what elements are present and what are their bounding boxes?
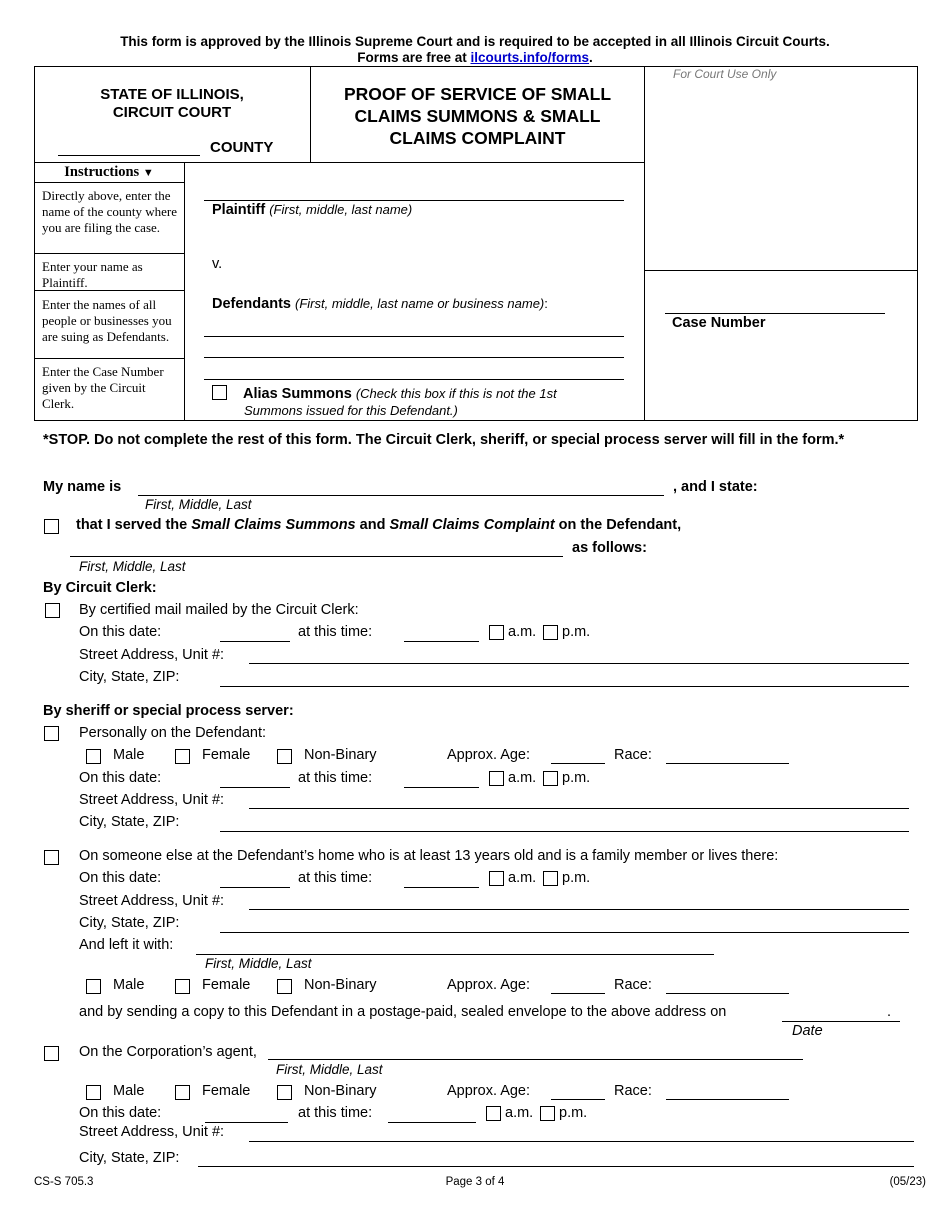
- divider: [34, 290, 184, 291]
- as-follows-label: as follows:: [572, 540, 647, 556]
- non-binary-checkbox[interactable]: [277, 1085, 292, 1100]
- corporation-time-input[interactable]: [388, 1122, 476, 1123]
- defendant-input-1[interactable]: [204, 336, 624, 337]
- left-with-hint: First, Middle, Last: [205, 956, 312, 971]
- male-label: Male: [113, 1083, 145, 1099]
- divider: [34, 253, 184, 254]
- race-input[interactable]: [666, 1099, 789, 1100]
- corporation-label: On the Corporation’s agent,: [79, 1044, 257, 1060]
- defendants-label-row: [212, 296, 548, 312]
- clerk-street-input[interactable]: [249, 663, 909, 664]
- divider: [34, 182, 184, 183]
- certified-mail-checkbox[interactable]: [45, 603, 60, 618]
- time-label: at this time:: [298, 624, 373, 640]
- forms-free-notice: [0, 50, 950, 65]
- agent-name-input[interactable]: [268, 1059, 803, 1060]
- divider: [184, 162, 185, 420]
- personal-city-input[interactable]: [220, 831, 909, 832]
- caret-down-icon: ▼: [142, 167, 154, 179]
- served-suffix: on the Defendant,: [554, 517, 682, 533]
- city-label: City, State, ZIP:: [79, 669, 180, 685]
- am-checkbox[interactable]: [486, 1106, 501, 1121]
- plaintiff-label: Plaintiff: [212, 202, 266, 218]
- divider: [34, 162, 645, 163]
- clerk-date-input[interactable]: [220, 641, 290, 642]
- plaintiff-hint: (First, middle, last name): [269, 202, 413, 217]
- approx-age-label: Approx. Age:: [447, 747, 531, 763]
- male-checkbox[interactable]: [86, 979, 101, 994]
- substitute-street-input[interactable]: [249, 909, 909, 910]
- substitute-service-checkbox[interactable]: [44, 850, 59, 865]
- court-use-label: For Court Use Only: [673, 67, 777, 81]
- my-name-label: My name is: [43, 479, 122, 495]
- and-word: and: [355, 517, 390, 533]
- race-label: Race:: [614, 1083, 652, 1099]
- forms-free-prefix: Forms are free at: [357, 50, 471, 65]
- personal-service-label: Personally on the Defendant:: [79, 725, 267, 741]
- female-checkbox[interactable]: [175, 1085, 190, 1100]
- race-input[interactable]: [666, 993, 789, 994]
- plaintiff-input[interactable]: [204, 200, 624, 201]
- pm-checkbox[interactable]: [543, 871, 558, 886]
- instruction-county: Directly above, enter the name of the county where you are filing the case.: [42, 188, 178, 235]
- state-line: STATE OF ILLINOIS,: [100, 86, 244, 103]
- substitute-date-input[interactable]: [220, 887, 290, 888]
- divider: [644, 66, 645, 420]
- title-line: PROOF OF SERVICE OF SMALL: [343, 84, 612, 104]
- forms-free-suffix: .: [589, 50, 593, 65]
- mailing-date-hint: Date: [792, 1023, 823, 1039]
- date-label: On this date:: [79, 770, 162, 786]
- pm-checkbox[interactable]: [543, 625, 558, 640]
- am-label: a.m.: [508, 624, 537, 640]
- defendant-input-2[interactable]: [204, 357, 624, 358]
- left-with-label: And left it with:: [79, 937, 174, 953]
- approx-age-label: Approx. Age:: [447, 1083, 531, 1099]
- personal-time-input[interactable]: [404, 787, 479, 788]
- race-input[interactable]: [666, 763, 789, 764]
- clerk-heading: By Circuit Clerk:: [43, 580, 157, 596]
- personal-service-checkbox[interactable]: [44, 726, 59, 741]
- server-name-input[interactable]: [138, 495, 664, 496]
- am-label: a.m.: [508, 870, 537, 886]
- street-label: Street Address, Unit #:: [79, 792, 225, 808]
- am-checkbox[interactable]: [489, 625, 504, 640]
- female-label: Female: [202, 977, 251, 993]
- clerk-city-input[interactable]: [220, 686, 909, 687]
- certified-mail-label: By certified mail mailed by the Circuit Clerk:: [79, 602, 359, 618]
- circuit-court-line: CIRCUIT COURT: [112, 104, 232, 121]
- substitute-city-input[interactable]: [220, 932, 909, 933]
- non-binary-label: Non-Binary: [304, 977, 377, 993]
- agent-name-hint: First, Middle, Last: [276, 1062, 383, 1077]
- mailing-date-input[interactable]: [782, 1021, 900, 1022]
- approval-notice: This form is approved by the Illinois Supreme Court and is required to be accepted in all Illinois Circuit Courts.: [120, 34, 830, 49]
- case-number-label: Case Number: [672, 315, 766, 331]
- female-label: Female: [202, 747, 251, 763]
- alias-summons-label: Alias Summons: [243, 386, 352, 402]
- page-number: Page 3 of 4: [445, 1176, 505, 1188]
- mailing-period: .: [887, 1004, 892, 1020]
- corporation-city-input[interactable]: [198, 1166, 914, 1167]
- non-binary-checkbox[interactable]: [277, 979, 292, 994]
- age-input[interactable]: [551, 993, 605, 994]
- form-title: [311, 83, 644, 149]
- forms-link[interactable]: ilcourts.info/forms: [470, 50, 590, 65]
- divider: [644, 270, 917, 271]
- female-checkbox[interactable]: [175, 749, 190, 764]
- race-label: Race:: [614, 747, 652, 763]
- female-label: Female: [202, 1083, 251, 1099]
- age-input[interactable]: [551, 763, 605, 764]
- title-line: CLAIMS SUMMONS & SMALL: [354, 106, 601, 126]
- county-input[interactable]: [58, 155, 200, 156]
- corporation-street-input[interactable]: [249, 1141, 914, 1142]
- alias-summons-checkbox[interactable]: [212, 385, 227, 400]
- defendants-label: Defendants: [212, 296, 291, 312]
- pm-checkbox[interactable]: [540, 1106, 555, 1121]
- instructions-heading: [34, 164, 184, 181]
- mailing-copy-label: and by sending a copy to this Defendant in a postage-paid, sealed envelope to the above address on: [79, 1004, 727, 1020]
- form-id: CS-S 705.3: [34, 1176, 94, 1188]
- versus: v.: [212, 256, 223, 272]
- non-binary-checkbox[interactable]: [277, 749, 292, 764]
- case-number-input[interactable]: [665, 313, 885, 314]
- male-label: Male: [113, 747, 145, 763]
- am-label: a.m.: [508, 770, 537, 786]
- clerk-time-input[interactable]: [404, 641, 479, 642]
- date-label: On this date:: [79, 624, 162, 640]
- served-prefix: that I served the: [76, 517, 192, 533]
- substitute-service-label: On someone else at the Defendant’s home who is at least 13 years old and is a family member or lives there:: [79, 848, 779, 864]
- pm-label: p.m.: [562, 624, 591, 640]
- defendants-colon: :: [544, 296, 548, 311]
- defendant-served-input[interactable]: [70, 556, 563, 557]
- male-label: Male: [113, 977, 145, 993]
- title-line: CLAIMS COMPLAINT: [389, 128, 566, 148]
- alias-hint-2: Summons issued for this Defendant.): [244, 403, 458, 418]
- personal-date-input[interactable]: [220, 787, 290, 788]
- city-label: City, State, ZIP:: [79, 814, 180, 830]
- substitute-time-input[interactable]: [404, 887, 479, 888]
- and-i-state-label: , and I state:: [673, 479, 758, 495]
- pm-label: p.m.: [562, 770, 591, 786]
- age-input[interactable]: [551, 1099, 605, 1100]
- street-label: Street Address, Unit #:: [79, 893, 225, 909]
- male-checkbox[interactable]: [86, 1085, 101, 1100]
- server-name-hint: First, Middle, Last: [145, 497, 252, 512]
- instruction-plaintiff: Enter your name as Plaintiff.: [42, 259, 143, 290]
- personal-street-input[interactable]: [249, 808, 909, 809]
- alias-summons-row: [243, 386, 557, 402]
- date-label: On this date:: [79, 1105, 162, 1121]
- pm-label: p.m.: [562, 870, 591, 886]
- city-label: City, State, ZIP:: [79, 1150, 180, 1166]
- sheriff-heading: By sheriff or special process server:: [43, 703, 294, 719]
- corporation-checkbox[interactable]: [44, 1046, 59, 1061]
- served-statement: [76, 517, 681, 533]
- instruction-defendants: Enter the names of all people or businesses you are suing as Defendants.: [42, 297, 172, 344]
- non-binary-label: Non-Binary: [304, 747, 377, 763]
- am-checkbox[interactable]: [489, 871, 504, 886]
- am-checkbox[interactable]: [489, 771, 504, 786]
- revision-date: (05/23): [889, 1176, 926, 1188]
- court-name: [34, 86, 310, 122]
- street-label: Street Address, Unit #:: [79, 1124, 225, 1140]
- date-label: On this date:: [79, 870, 162, 886]
- am-label: a.m.: [505, 1105, 534, 1121]
- left-with-input[interactable]: [196, 954, 714, 955]
- defendant-served-hint: First, Middle, Last: [79, 559, 186, 574]
- complaint-name: Small Claims Complaint: [389, 517, 555, 533]
- time-label: at this time:: [298, 770, 373, 786]
- male-checkbox[interactable]: [86, 749, 101, 764]
- time-label: at this time:: [298, 870, 373, 886]
- city-label: City, State, ZIP:: [79, 915, 180, 931]
- stop-notice: *STOP. Do not complete the rest of this form. The Circuit Clerk, sheriff, or special process server will fill in the form.*: [43, 432, 845, 448]
- defendant-input-3[interactable]: [204, 379, 624, 380]
- instruction-case-number: Enter the Case Number given by the Circuit Clerk.: [42, 364, 164, 411]
- street-label: Street Address, Unit #:: [79, 647, 225, 663]
- pm-checkbox[interactable]: [543, 771, 558, 786]
- county-label: COUNTY: [210, 139, 274, 156]
- served-checkbox[interactable]: [44, 519, 59, 534]
- defendants-hint: (First, middle, last name or business name): [295, 296, 545, 311]
- pm-label: p.m.: [559, 1105, 588, 1121]
- approx-age-label: Approx. Age:: [447, 977, 531, 993]
- corporation-date-input[interactable]: [205, 1122, 288, 1123]
- female-checkbox[interactable]: [175, 979, 190, 994]
- summons-name: Small Claims Summons: [191, 517, 356, 533]
- alias-hint-1: (Check this box if this is not the 1st: [355, 386, 557, 401]
- plaintiff-label-row: [212, 202, 412, 218]
- non-binary-label: Non-Binary: [304, 1083, 377, 1099]
- divider: [34, 358, 184, 359]
- time-label: at this time:: [298, 1105, 373, 1121]
- instructions-label: Instructions: [64, 164, 140, 180]
- race-label: Race:: [614, 977, 652, 993]
